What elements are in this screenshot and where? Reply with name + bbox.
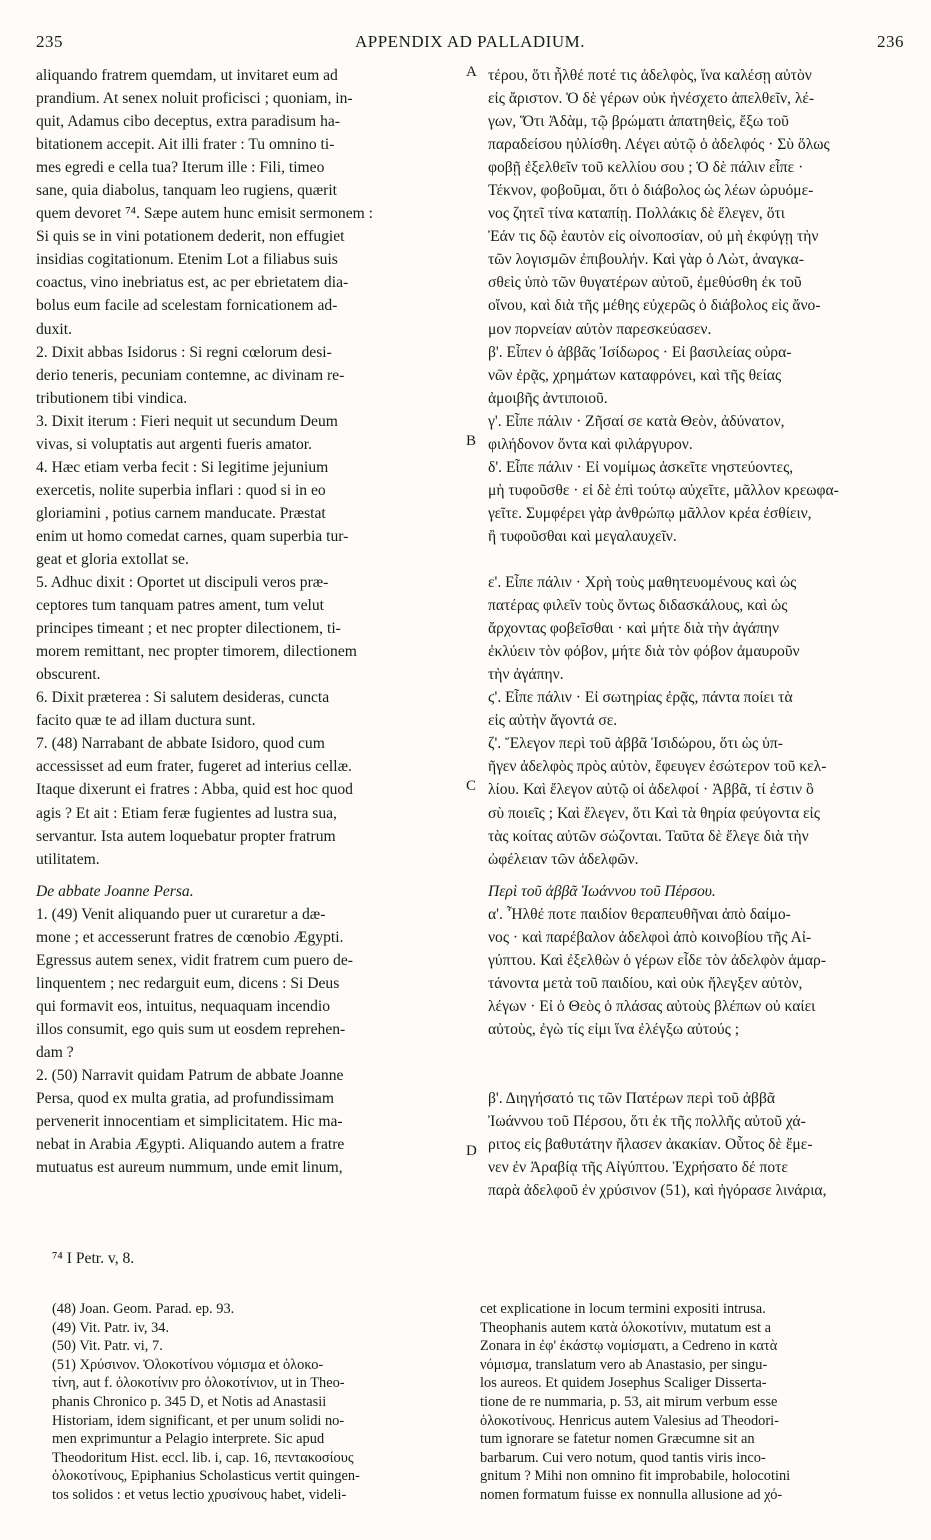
footnote-line: cet explicatione in locum termini expositi intrusa. — [480, 1301, 766, 1317]
text-line: παρὰ ἀδελφοῦ ἐν χρύσινον (51), καὶ ἠγόρασε λινάρια, — [488, 1182, 827, 1200]
text-line: ceptores tum tanquam patres ament, tum velut — [36, 597, 324, 615]
text-line: σὺ ποιεῖς ; Καὶ ἔλεγεν, ὅτι Καὶ τὰ θηρία φεύγοντα εἰς — [488, 804, 820, 822]
text-line: ζ'. Ἔλεγον περὶ τοῦ ἀββᾶ Ἰσιδώρου, ὅτι ὡς ὑπ- — [488, 735, 783, 753]
text-line: 7. (48) Narrabant de abbate Isidoro, quod cum — [36, 735, 325, 753]
footnote-line: tum ignorare se fatetur nomen Græcumne sit an — [480, 1431, 755, 1448]
text-line: servantur. Ista autem loquebatur propter fratrum — [36, 827, 336, 845]
text-line: ῆγεν ἀδελφὸς πρὸς αὐτὸν, ἔφευγεν ἐσώτερον τοῦ κελ- — [488, 758, 827, 776]
footnote-line: phanis Chronico p. 345 D, et Notis ad Anastasii — [52, 1393, 327, 1410]
text-line: Ἐάν τις δῷ ἑαυτὸν εἰς οἰνοποσίαν, οὐ μὴ ἐκφύγῃ τὴν — [488, 228, 819, 246]
text-line: φοβῇ ἐξελθεῖν τοῦ κελλίου σου ; Ὁ δὲ πάλιν εἶπε · — [488, 159, 804, 177]
text-line: coactus, vino inebriatus est, ac per ebrietatem dia- — [36, 274, 349, 292]
text-line: ὠφέλειαν τῶν ἀδελφῶν. — [488, 850, 639, 868]
footnote-line: νόμισμα, translatum vero ab Anastasio, per singu- — [480, 1356, 768, 1373]
text-line: mone ; et accesserunt fratres de cœnobio Ægypti. — [36, 928, 344, 946]
footnote-line: Historiam, idem significant, et per unum solidi no- — [52, 1412, 345, 1429]
text-line: ἄρχοντας φοβεῖσθαι · καὶ μήτε διὰ τὴν ἀγάπην — [488, 620, 780, 638]
margin-letter-a: A — [466, 64, 477, 80]
text-line: dam ? — [36, 1043, 74, 1061]
latin-column — [36, 64, 464, 1179]
margin-letter-c: C — [466, 778, 477, 794]
text-line: mes egredi e cella tua? Iterum ille : Fili, timeo — [36, 159, 325, 177]
text-line: σθεὶς ὑπὸ τῶν θυγατέρων αὐτοῦ, ἐμεθύσθη ἐκ τοῦ — [488, 274, 802, 292]
text-line: δ'. Εἶπε πάλιν · Εἰ νομίμως ἀσκεῖτε νηστεύοντες, — [488, 458, 794, 476]
text-line: μὴ τυφοῦσθε · εἰ δὲ ἐπὶ τούτῳ αὐχεῖτε, μᾶλλον κρεωφα- — [488, 481, 839, 499]
text-line: nebat in Arabia Ægypti. Aliquando autem a fratre — [36, 1136, 345, 1154]
footnote-line: ὁλοκοτίνους. Henricus autem Valesius ad Theodori- — [480, 1412, 779, 1429]
text-line: ϛ'. Εἶπε πάλιν · Εἰ σωτηρίας ἐρᾷς, πάντα ποίει τὰ — [488, 689, 793, 707]
text-line: μον πορνείαν αὐτὸν παρεσκεύασεν. — [488, 320, 712, 338]
text-line: Ἰωάννου τοῦ Πέρσου, ὅτι ἐκ τῆς πολλῆς αὐτοῦ χά- — [488, 1113, 806, 1131]
text-line: Τέκνον, φοβοῦμαι, ὅτι ὁ διάβολος ὡς λέων ὠρυόμε- — [488, 182, 814, 200]
footnote-line: Zonara in ἐφ' ἑκάστῳ νομίσματι, a Cedreno in κατὰ — [480, 1338, 778, 1355]
text-line: ἐκλύειν τὸν φόβον, μήτε διὰ τὸν φόβον ἀμαυροῦν — [488, 643, 800, 661]
text-line: utilitatem. — [36, 850, 100, 868]
text-line: bitationem accepit. Ait illi frater : Tu omnino ti- — [36, 136, 335, 154]
text-line: γ'. Εἶπε πάλιν · Ζῆσαί σε κατὰ Θεὸν, ἀδύνατον, — [488, 412, 785, 430]
footnote-line: Theophanis autem κατὰ ὁλοκοτίνιν, mutatum est a — [480, 1319, 772, 1336]
text-line — [488, 1064, 906, 1087]
text-line: obscurent. — [36, 666, 101, 684]
text-line: derio teneris, pecuniam contemne, ac divinam re- — [36, 366, 345, 384]
text-line: τὰς κοίτας αὐτῶν σώζονται. Ταῦτα δὲ ἔλεγε διὰ τὴν — [488, 827, 809, 845]
text-line: illos consumit, ego quis sum ut eosdem reprehen- — [36, 1020, 346, 1038]
greek-column — [488, 64, 906, 1202]
page-number-left: 235 — [36, 32, 63, 51]
page-number-right: 236 — [877, 32, 904, 51]
text-line: νος ζητεῖ τίνα καταπίῃ. Πολλάκις δὲ ἔλεγεν, ὅτι — [488, 205, 785, 223]
footnote-line: nomen formatum fuisse ex nonnulla allusione ad χό- — [480, 1486, 783, 1503]
footnote-line: gnitum ? Mihi non omnino fit improbabile, holocotini — [480, 1468, 791, 1485]
text-line: sane, quia diabolus, tanquam leo rugiens, quærit — [36, 182, 337, 200]
footnote-line: barbarum. Cui vero notum, quod tantis viris inco- — [480, 1449, 766, 1466]
text-line: exercetis, nolite superbia inflari : quod si in eo — [36, 481, 326, 499]
running-title: APPENDIX AD PALLADIUM. — [355, 32, 585, 51]
running-header — [36, 32, 904, 54]
text-line: νῶν ἐρᾷς, χρημάτων καταφρόνει, καὶ τῆς θείας — [488, 366, 782, 384]
text-line: quit, Adamus cibo deceptus, extra paradisum ha- — [36, 113, 340, 131]
text-line: duxit. — [36, 320, 72, 338]
text-line: 3. Dixit iterum : Fieri nequit ut secundum Deum — [36, 412, 338, 430]
text-line: τὴν ἀγάπην. — [488, 666, 564, 684]
text-line: ριτος εἰς βαθυτάτην ἤλασεν ἀκακίαν. Οὗτος δὲ ἔμε- — [488, 1136, 813, 1154]
text-line: εἰς ἄριστον. Ὁ δὲ γέρων οὐκ ἠνέσχετο ἀπελθεῖν, λέ- — [488, 90, 815, 108]
text-line: Egressus autem senex, vidit fratrem cum puero de- — [36, 951, 353, 969]
text-line: Si quis se in vini potationem dederit, non effugiet — [36, 228, 345, 246]
text-line: β'. Εἶπεν ὁ ἀββᾶς Ἰσίδωρος · Εἰ βασιλείας οὐρα- — [488, 343, 792, 361]
text-line: λέγων · Εἰ ὁ Θεὸς ὁ πλάσας αὐτοὺς βλέπων οὐ καίει — [488, 997, 816, 1015]
text-line: principes timeant ; et nec propter dilectionem, ti- — [36, 620, 341, 638]
text-line: νος · καὶ παρέβαλον ἀδελφοὶ ἀπὸ κοινοβίου τῆς Αἰ- — [488, 928, 812, 946]
text-line: linquentem ; nec redarguit eum, dicens : Si Deus — [36, 974, 340, 992]
text-line: morem remittant, nec propter timorem, dilectionem — [36, 643, 357, 661]
footnote-line: los aureos. Et quidem Josephus Scaliger Disserta- — [480, 1375, 767, 1392]
text-line: 2. Dixit abbas Isidorus : Si regni cœlorum desi- — [36, 343, 332, 361]
footnote-line: (48) Joan. Geom. Parad. ep. 93. — [52, 1301, 235, 1317]
text-line: gloriamini , potius carnem manducate. Præstat — [36, 504, 326, 522]
footnote-line: (51) Χρύσινον. Ὁλοκοτίνου νόμισμα et ὁλοκο- — [52, 1356, 324, 1373]
footnote-line: (50) Vit. Patr. vi, 7. — [52, 1338, 163, 1355]
text-line: τῶν λογισμῶν ἐπιβουλήν. Καὶ γὰρ ὁ Λὼτ, ἀναγκα- — [488, 251, 804, 269]
text-line: ἢ τυφοῦσθαι καὶ μεγαλαυχεῖν. — [488, 527, 677, 545]
text-line: 1. (49) Venit aliquando puer ut curaretur a dæ- — [36, 905, 326, 923]
text-line: tributionem tibi vindica. — [36, 389, 188, 407]
text-line: geat et gloria extollat se. — [36, 550, 189, 568]
text-line: 5. Adhuc dixit : Oportet ut discipuli veros præ- — [36, 574, 329, 592]
text-line: agis ? Et ait : Etiam feræ fugientes ad lustra sua, — [36, 804, 337, 822]
footnotes-right — [480, 1300, 910, 1505]
text-line: 2. (50) Narravit quidam Patrum de abbate Joanne — [36, 1067, 344, 1085]
text-line: Persa, quod ex multa gratia, ad profundissimam — [36, 1090, 334, 1108]
footnote-line: (49) Vit. Patr. iv, 34. — [52, 1319, 170, 1336]
text-line: enim ut homo comedat carnes, quam superbia tur- — [36, 527, 349, 545]
text-line: insidias cogitationum. Etenim Lot a filiabus suis — [36, 251, 338, 269]
text-line: λίου. Καὶ ἔλεγον αὐτῷ οἱ ἀδελφοί · Ἀββᾶ, τί ἐστιν ὃ — [488, 781, 814, 799]
footnotes-left — [52, 1300, 462, 1505]
text-line: 4. Hæc etiam verba fecit : Si legitime jejunium — [36, 458, 329, 476]
text-line: τάνοντα μετὰ τοῦ παιδίου, καὶ οὐκ ἤλεγξεν αὐτὸν, — [488, 974, 803, 992]
text-line: vivas, si voluptatis aut argenti fueris amator. — [36, 435, 313, 453]
footnote-line: men exprimuntur a Pelagio interprete. Sic apud — [52, 1431, 325, 1448]
scripture-footnote: ⁷⁴ I Petr. v, 8. — [52, 1250, 135, 1267]
text-line: αὐτοὺς, ἐγὼ τίς εἰμι ἵνα ἐλέγξω αὐτούς ; — [488, 1020, 740, 1038]
text-line: α'. Ἦλθέ ποτε παιδίον θεραπευθῆναι ἀπὸ δαίμο- — [488, 905, 791, 923]
footnote-line: Theodoritum Hist. eccl. lib. i, cap. 16, πεντακοσίους — [52, 1449, 354, 1466]
text-line: γεῖτε. Συμφέρει γὰρ ἀνθρώπῳ μᾶλλον κρέα ἐσθίειν, — [488, 504, 812, 522]
text-line — [488, 1041, 906, 1064]
text-line: accessisset ad eum frater, fugeret ad interius cellæ. — [36, 758, 352, 776]
footnote-line: tos solidos : et vetus lectio χρυσίνους habet, videli- — [52, 1486, 347, 1503]
text-line: νεν ἐν Ἀραβίᾳ τῆς Αἰγύπτου. Ἐχρήσατο δέ ποτε — [488, 1159, 788, 1177]
text-line: 6. Dixit præterea : Si salutem desideras, cuncta — [36, 689, 330, 707]
text-line: mutuatus est aureum nummum, unde emit linum, — [36, 1159, 343, 1177]
text-line — [488, 548, 906, 571]
text-line: facito quæ te ad illam ductura sunt. — [36, 712, 256, 730]
text-line: quem devoret ⁷⁴. Sæpe autem hunc emisit sermonem : — [36, 205, 373, 223]
text-line: φιλήδονον ὄντα καὶ φιλάργυρον. — [488, 435, 693, 453]
text-line: ε'. Εἶπε πάλιν · Χρὴ τοὺς μαθητευομένους καὶ ὡς — [488, 574, 797, 592]
text-line: qui formavit eos, intuitus, nequaquam incendio — [36, 997, 331, 1015]
text-line: pervenerit innocentiam et simplicitatem. Hic ma- — [36, 1113, 343, 1131]
text-line: παραδείσου ηὐλίσθη. Λέγει αὐτῷ ὁ ἀδελφός · Σὺ ὅλως — [488, 136, 830, 154]
text-line: bolus eum facile ad scelestam fornicationem ad- — [36, 297, 338, 315]
section-heading: De abbate Joanne Persa. — [36, 882, 194, 900]
footnote-line: tione de re nummaria, p. 53, ait mirum verbum esse — [480, 1393, 778, 1410]
margin-letter-d: D — [466, 1143, 477, 1159]
text-line: prandium. At senex noluit proficisci ; quoniam, in- — [36, 90, 353, 108]
text-line: οἴνου, καὶ διὰ τῆς μέθης εὐχερῶς ὁ διάβολος εἰς ἄνο- — [488, 297, 821, 315]
footnote-line: ὁλοκοτίνους, Epiphanius Scholasticus vertit quingen- — [52, 1468, 360, 1485]
text-line: τέρου, ὅτι ἦλθέ ποτέ τις ἀδελφὸς, ἵνα καλέσῃ αὐτὸν — [488, 67, 812, 84]
text-line: ἀμοιβῆς ἀντιποιοῦ. — [488, 389, 608, 407]
section-heading: Περὶ τοῦ ἀββᾶ Ἰωάννου τοῦ Πέρσου. — [488, 882, 716, 900]
text-line: πατέρας φιλεῖν τοὺς ὄντως διδασκάλους, καὶ ὡς — [488, 597, 788, 615]
text-line: γύπτου. Καὶ ἐξελθὼν ὁ γέρων εἶδε τὸν ἀδελφὸν ἁμαρ- — [488, 951, 827, 969]
footnote-line: τίνη, aut f. ὁλοκοτίνιν pro ὁλοκοτίνιον, ut in Theo- — [52, 1375, 345, 1392]
text-line: β'. Διηγήσατό τις τῶν Πατέρων περὶ τοῦ ἀββᾶ — [488, 1090, 776, 1108]
text-line: Itaque dixerunt ei fratres : Abba, quid est hoc quod — [36, 781, 353, 799]
margin-letter-b: B — [466, 433, 477, 449]
text-line: aliquando fratrem quemdam, ut invitaret eum ad — [36, 67, 338, 84]
text-line: γων, Ὅτι Ἀδὰμ, τῷ βρώματι ἀπατηθεὶς, ἔξω τοῦ — [488, 113, 789, 131]
text-line: εἰς αὐτὴν ἄγοντά σε. — [488, 712, 618, 730]
